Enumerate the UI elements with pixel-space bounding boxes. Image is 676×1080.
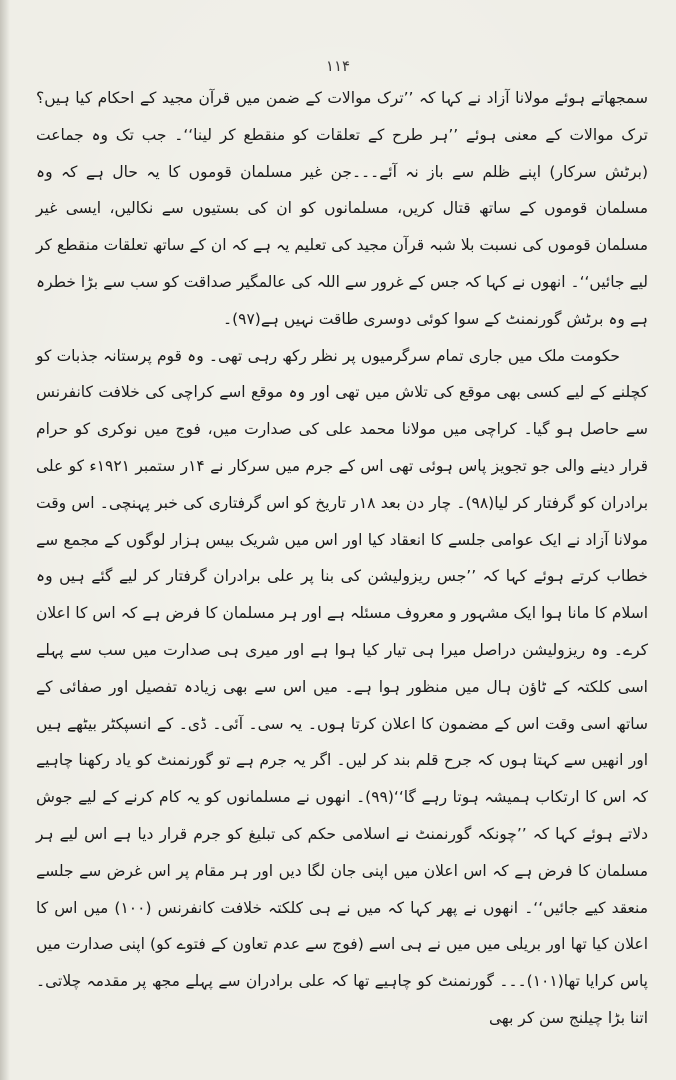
paragraph-1: سمجھاتے ہوئے مولانا آزاد نے کہا کہ ’’ترک موالات کے ضمن میں قرآن مجید کے احکام کیا ہیں؟ ترک موالات کے معنی ہوئے ’’ہر طرح کے تعلقات کو منقطع کر لینا‘‘۔ جب تک وہ جماعت (برٹش سرکار) اپنے ظلم سے باز نہ آئے۔۔۔جن غیر مسلمان قوموں کا یہ حال ہے کہ وہ مسلمان قوموں کے ساتھ قتال کریں، مسلمانوں کو ان کی بستیوں سے نکالیں، ایسی غیر مسلمان قوموں کی نسبت بلا شبہ قرآن مجید کی تعلیم یہ ہے کہ ان کے ساتھ تعلقات منقطع کر لیے جائیں‘‘۔ انھوں نے کہا کہ جس کے غرور سے اللہ کی عالمگیر صداقت کو سب سے بڑا خطرہ ہے وہ برٹش گورنمنٹ کے سوا کوئی دوسری طاقت نہیں ہے(۹۷)۔ xyxy=(36,89,648,328)
page-spine-shadow xyxy=(0,0,10,1080)
page-body-text xyxy=(36,80,648,1037)
page-number: ۱۱۴ xyxy=(325,57,351,75)
paragraph-2: حکومت ملک میں جاری تمام سرگرمیوں پر نظر رکھ رہی تھی۔ وہ قوم پرستانہ جذبات کو کچلنے کے لیے کسی بھی موقع کی تلاش میں تھی اور وہ موقع اسے کراچی کی خلافت کانفرنس سے حاصل ہو گیا۔ کراچی میں مولانا محمد علی کی صدارت میں، فوج میں نوکری کو حرام قرار دینے والی جو تجویز پاس ہوئی تھی اس کے جرم میں سرکار نے ۱۴ر ستمبر ۱۹۲۱ء کو علی برادران کو گرفتار کر لیا(۹۸)۔ چار دن بعد ۱۸ر تاریخ کو اس گرفتاری کی خبر پہنچی۔ اس وقت مولانا آزاد نے ایک عوامی جلسے کا انعقاد کیا اور اس میں شریک بیس ہزار لوگوں کے مجمع سے خطاب کرتے ہوئے کہا کہ ’’جس ریزولیشن کی بنا پر علی برادران گرفتار کر لیے گئے ہیں وہ اسلام کا مانا ہوا ایک مشہور و معروف مسئلہ ہے اور ہر مسلمان کا فرض ہے کہ اس کا اعلان کرے۔ وہ ریزولیشن دراصل میرا ہی تیار کیا ہوا ہے اور میری ہی صدارت میں سب سے پہلے اسی کلکتہ کے ٹاؤن ہال میں منظور ہوا ہے۔ میں اس سے بھی زیادہ تفصیل اور صفائی کے ساتھ اسی وقت اس کے مضمون کا اعلان کرتا ہوں۔ یہ سی۔ آئی۔ ڈی۔ کے انسپکٹر بیٹھے ہیں اور انھیں سے کہتا ہوں کہ جرح قلم بند کر لیں۔ اگر یہ جرم ہے تو گورنمنٹ کو یاد رکھنا چاہیے کہ اس کا ارتکاب ہمیشہ ہوتا رہے گا‘‘(۹۹)۔ انھوں نے مسلمانوں کو یہ کام کرنے کے لیے جوش دلاتے ہوئے کہا کہ ’’چونکہ گورنمنٹ نے اسلامی حکم کی تبلیغ کو جرم قرار دیا ہے اس لیے ہر مسلمان کا فرض ہے کہ اس اعلان میں اپنی جان لگا دیں اور ہر مقام پر اس غرض سے جلسے منعقد کیے جائیں‘‘۔ انھوں نے پھر کہا کہ میں نے ہی کلکتہ خلافت کانفرنس (۱۰۰) میں اس کا اعلان کیا تھا اور بریلی میں میں نے ہی اسے (فوج سے عدم تعاون کے فتوے کو) اپنی صدارت میں پاس کرایا تھا(۱۰۱)۔۔۔ گورنمنٹ کو چاہیے تھا کہ علی برادران سے پہلے مجھ پر مقدمہ چلاتی۔ اتنا بڑا چیلنج سن کر بھی xyxy=(36,346,649,1027)
